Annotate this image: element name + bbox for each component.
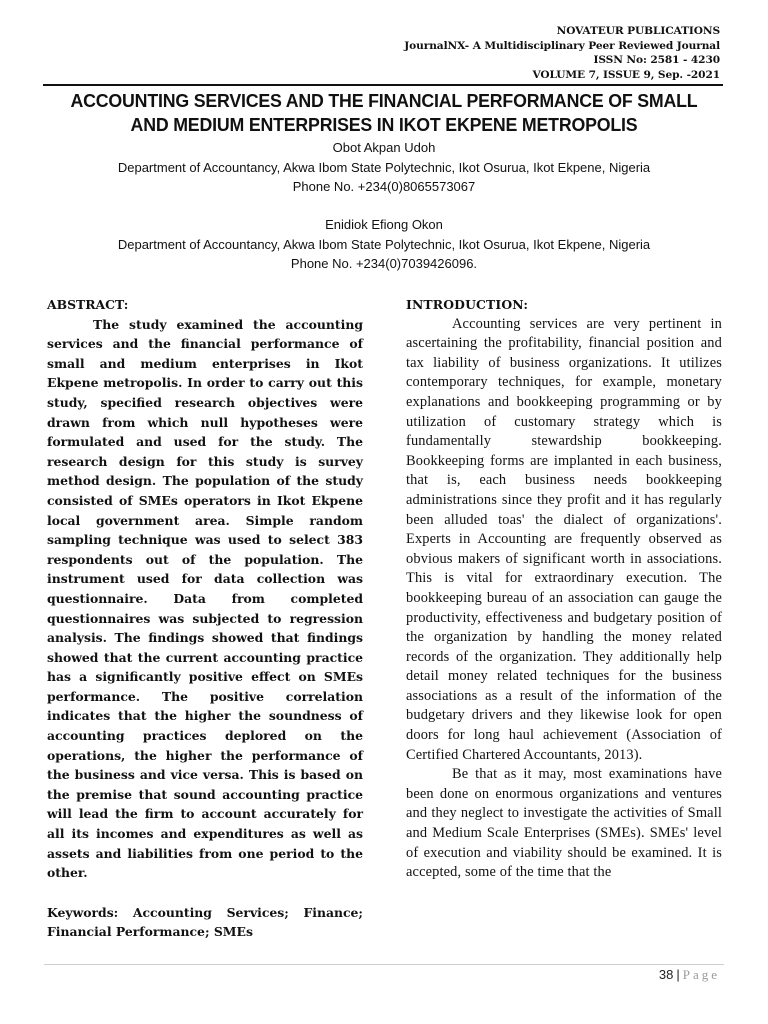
author-phone: Phone No. +234(0)7039426096. — [290, 256, 478, 271]
author-phone: Phone No. +234(0)8065573067 — [292, 179, 476, 194]
footer-divider — [44, 964, 724, 965]
introduction-paragraph-1: Accounting services are very pertinent in ascertaining the profitability, financial position and tax liability of business organizations. It utilizes contemporary techniques, for example, monetary explanations and bookkeeping programming or by utilization of customary strategy which is fundamentally stewardship bookkeeping. Bookkeeping forms are implanted in each business, that is, each business needs bookkeeping administrations since they profit and it has regularly been alluded toas' the dialect of organizations'. Experts in Accounting are frequently observed as obvious makers of significant worth in associations. This is vital for extraordinary execution. The bookkeeping bureau of an association can gauge the productivity, effectiveness and budgetary position of the organization by handling the money related records of the organization. They additionally help detail money related techniques for the business associations as a result of the information of the budgetary drivers and they likewise look for open doors for long haul achievement (Association of Certified Chartered Accountants, 2013). — [406, 315, 722, 763]
abstract-column — [47, 295, 363, 954]
page-number: 38 — [658, 967, 674, 982]
abstract-heading: ABSTRACT: — [47, 297, 129, 312]
introduction-paragraph-2: Be that as it may, most examinations have been done on enormous organizations and ventures and they neglect to investigate the activities of Small and Medium Scale Enterprises (SMEs). SMEs' level of execution and viability should be examined. It is accepted, some of the time that the — [406, 766, 722, 881]
volume-issue: VOLUME 7, ISSUE 9, Sep. -2021 — [532, 68, 720, 81]
introduction-column — [406, 295, 722, 960]
title-line-1: ACCOUNTING SERVICES AND THE FINANCIAL PERFORMANCE OF SMALL — [70, 90, 698, 111]
author-name: Enidiok Efiong Okon — [325, 217, 443, 232]
author-affiliation: Department of Accountancy, Akwa Ibom State Polytechnic, Ikot Osurua, Ikot Ekpene, Nigeria — [117, 159, 651, 175]
journal-name: JournalNX- A Multidisciplinary Peer Reviewed Journal — [404, 39, 720, 52]
abstract-body: The study examined the accounting services and the financial performance of small and medium enterprises in Ikot Ekpene metropolis. In order to carry out this study, specified research objectives were drawn from which null hypotheses were formulated and used for the study. The research design for this study is survey method design. The population of the study consisted of SMEs operators in Ikot Ekpene local government area. Simple random sampling technique was used to select 383 respondents out of the population. The instrument used for data collection was questionnaire. Data from completed questionnaires was subjected to regression analysis. The findings showed that findings showed that the current accounting practice has a significantly positive effect on SMEs performance. The positive correlation indicates that the higher the soundness of accounting practices deplored on the operations, the higher the performance of the business and vice versa. This is based on the premise that sound accounting practice will lead the firm to account accurately for all its incomes and expenditures as well as assets and liabilities from one period to the other. — [47, 316, 363, 881]
paper-title — [15, 89, 752, 137]
header-divider — [43, 84, 723, 86]
page-footer — [659, 966, 720, 984]
page-label: Page — [682, 967, 720, 982]
page-separator: | — [676, 967, 680, 982]
publisher-name: NOVATEUR PUBLICATIONS — [556, 25, 720, 37]
author-block-1 — [0, 138, 768, 197]
keywords: Keywords: Accounting Services; Finance; Financial Performance; SMEs — [47, 904, 363, 940]
author-affiliation: Department of Accountancy, Akwa Ibom State Polytechnic, Ikot Osurua, Ikot Ekpene, Nigeria — [117, 236, 651, 252]
title-line-2: AND MEDIUM ENTERPRISES IN IKOT EKPENE METROPOLIS — [130, 114, 638, 135]
author-block-2 — [0, 215, 768, 274]
journal-header — [404, 24, 720, 82]
issn: ISSN No: 2581 - 4230 — [593, 54, 720, 67]
introduction-heading: INTRODUCTION: — [406, 297, 529, 312]
author-name: Obot Akpan Udoh — [332, 140, 436, 155]
